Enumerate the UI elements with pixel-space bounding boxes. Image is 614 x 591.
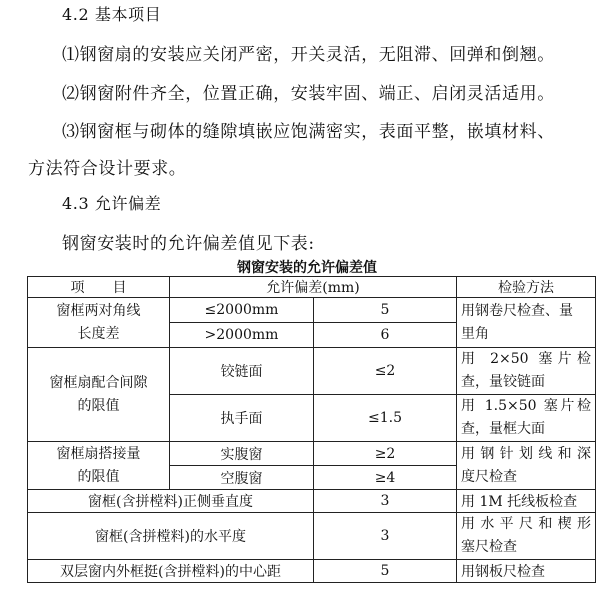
row2-method2: [457, 395, 596, 442]
row3-method-line2: 度尺检查: [461, 468, 518, 485]
row6-value: 5: [314, 560, 457, 583]
table-caption: 钢窗安装的允许偏差值: [237, 260, 377, 276]
row6-method: 用钢板尺检查: [457, 560, 596, 583]
row1-item-line2: 长度差: [77, 325, 120, 342]
row1-value2: 6: [314, 323, 457, 348]
table-intro: 钢窗安装时的允许偏差值见下表:: [62, 234, 315, 254]
row4-method: 用 1M 托线板检查: [457, 490, 596, 513]
row3-item-line2: 的限值: [77, 468, 120, 485]
row2-cond2: 执手面: [170, 395, 314, 442]
tolerance-table: [27, 276, 596, 583]
row2-method1-line1: 用 2×50 塞片检: [461, 351, 592, 367]
section-4-2-heading: 4.2 基本项目: [62, 5, 162, 24]
table-row: [28, 298, 596, 323]
row1-method: [457, 298, 596, 348]
row3-method: [457, 442, 596, 490]
row2-method1: [457, 348, 596, 395]
table-row: [28, 513, 596, 560]
row2-value2: ≤1.5: [314, 395, 457, 442]
row2-item-line1: 窗框扇配合间隙: [49, 374, 148, 391]
item-2-text: ⑵钢窗附件齐全，位置正确，安装牢固、端正、启闭灵活适用。: [62, 84, 555, 104]
row5-method-line2: 塞尺检查: [461, 539, 518, 555]
row3-value2: ≥4: [314, 466, 457, 490]
header-item: 项 目: [28, 277, 170, 298]
item-1-text: ⑴钢窗扇的安装应关闭严密，开关灵活，无阻滞、回弹和倒翘。: [62, 45, 555, 65]
row5-value: 3: [314, 513, 457, 560]
row4-value: 3: [314, 490, 457, 513]
row1-cond2: >2000mm: [170, 323, 314, 348]
row2-item: [28, 348, 170, 442]
row2-value1: ≤2: [314, 348, 457, 395]
row1-item: [28, 298, 170, 348]
row5-method: [457, 513, 596, 560]
row2-cond1: 铰链面: [170, 348, 314, 395]
row3-item: [28, 442, 170, 490]
row2-method2-line2: 查，量框大面: [461, 421, 546, 437]
row4-item: 窗框(含拼樘料)正侧垂直度: [28, 490, 314, 513]
table-header-row: [28, 277, 596, 298]
table-row: [28, 490, 596, 513]
item-3-text-line1: ⑶钢窗框与砌体的缝隙填嵌应饱满密实，表面平整，嵌填材料、: [62, 122, 555, 142]
row6-item: 双层窗内外框挺(含拼樘料)的中心距: [28, 560, 314, 583]
row1-method-line1: 用钢卷尺检查、量: [461, 302, 574, 319]
row5-method-line1: 用水平尺和楔形: [461, 516, 592, 532]
row3-cond2: 空腹窗: [170, 466, 314, 490]
row1-value1: 5: [314, 298, 457, 323]
item-3-text-line2: 方法符合设计要求。: [28, 159, 187, 179]
row5-item: 窗框(含拼樘料)的水平度: [28, 513, 314, 560]
row3-method-line1: 用钢针划线和深: [461, 445, 592, 462]
row3-item-line1: 窗框扇搭接量: [56, 445, 141, 462]
section-4-3-heading: 4.3 允许偏差: [62, 194, 162, 213]
header-method: 检验方法: [457, 277, 596, 298]
row2-item-line2: 的限值: [77, 397, 120, 414]
row1-item-line1: 窗框两对角线: [56, 302, 141, 319]
row3-cond1: 实腹窗: [170, 442, 314, 466]
row1-method-line2: 里角: [461, 325, 490, 342]
header-tolerance: 允许偏差(mm): [170, 277, 457, 298]
row3-value1: ≥2: [314, 442, 457, 466]
table-row: [28, 442, 596, 466]
row2-method2-line1: 用 1.5×50 塞片检: [461, 398, 592, 414]
table-row: [28, 348, 596, 395]
row1-cond1: ≤2000mm: [170, 298, 314, 323]
table-row: [28, 560, 596, 583]
row2-method1-line2: 查，量铰链面: [461, 374, 546, 390]
